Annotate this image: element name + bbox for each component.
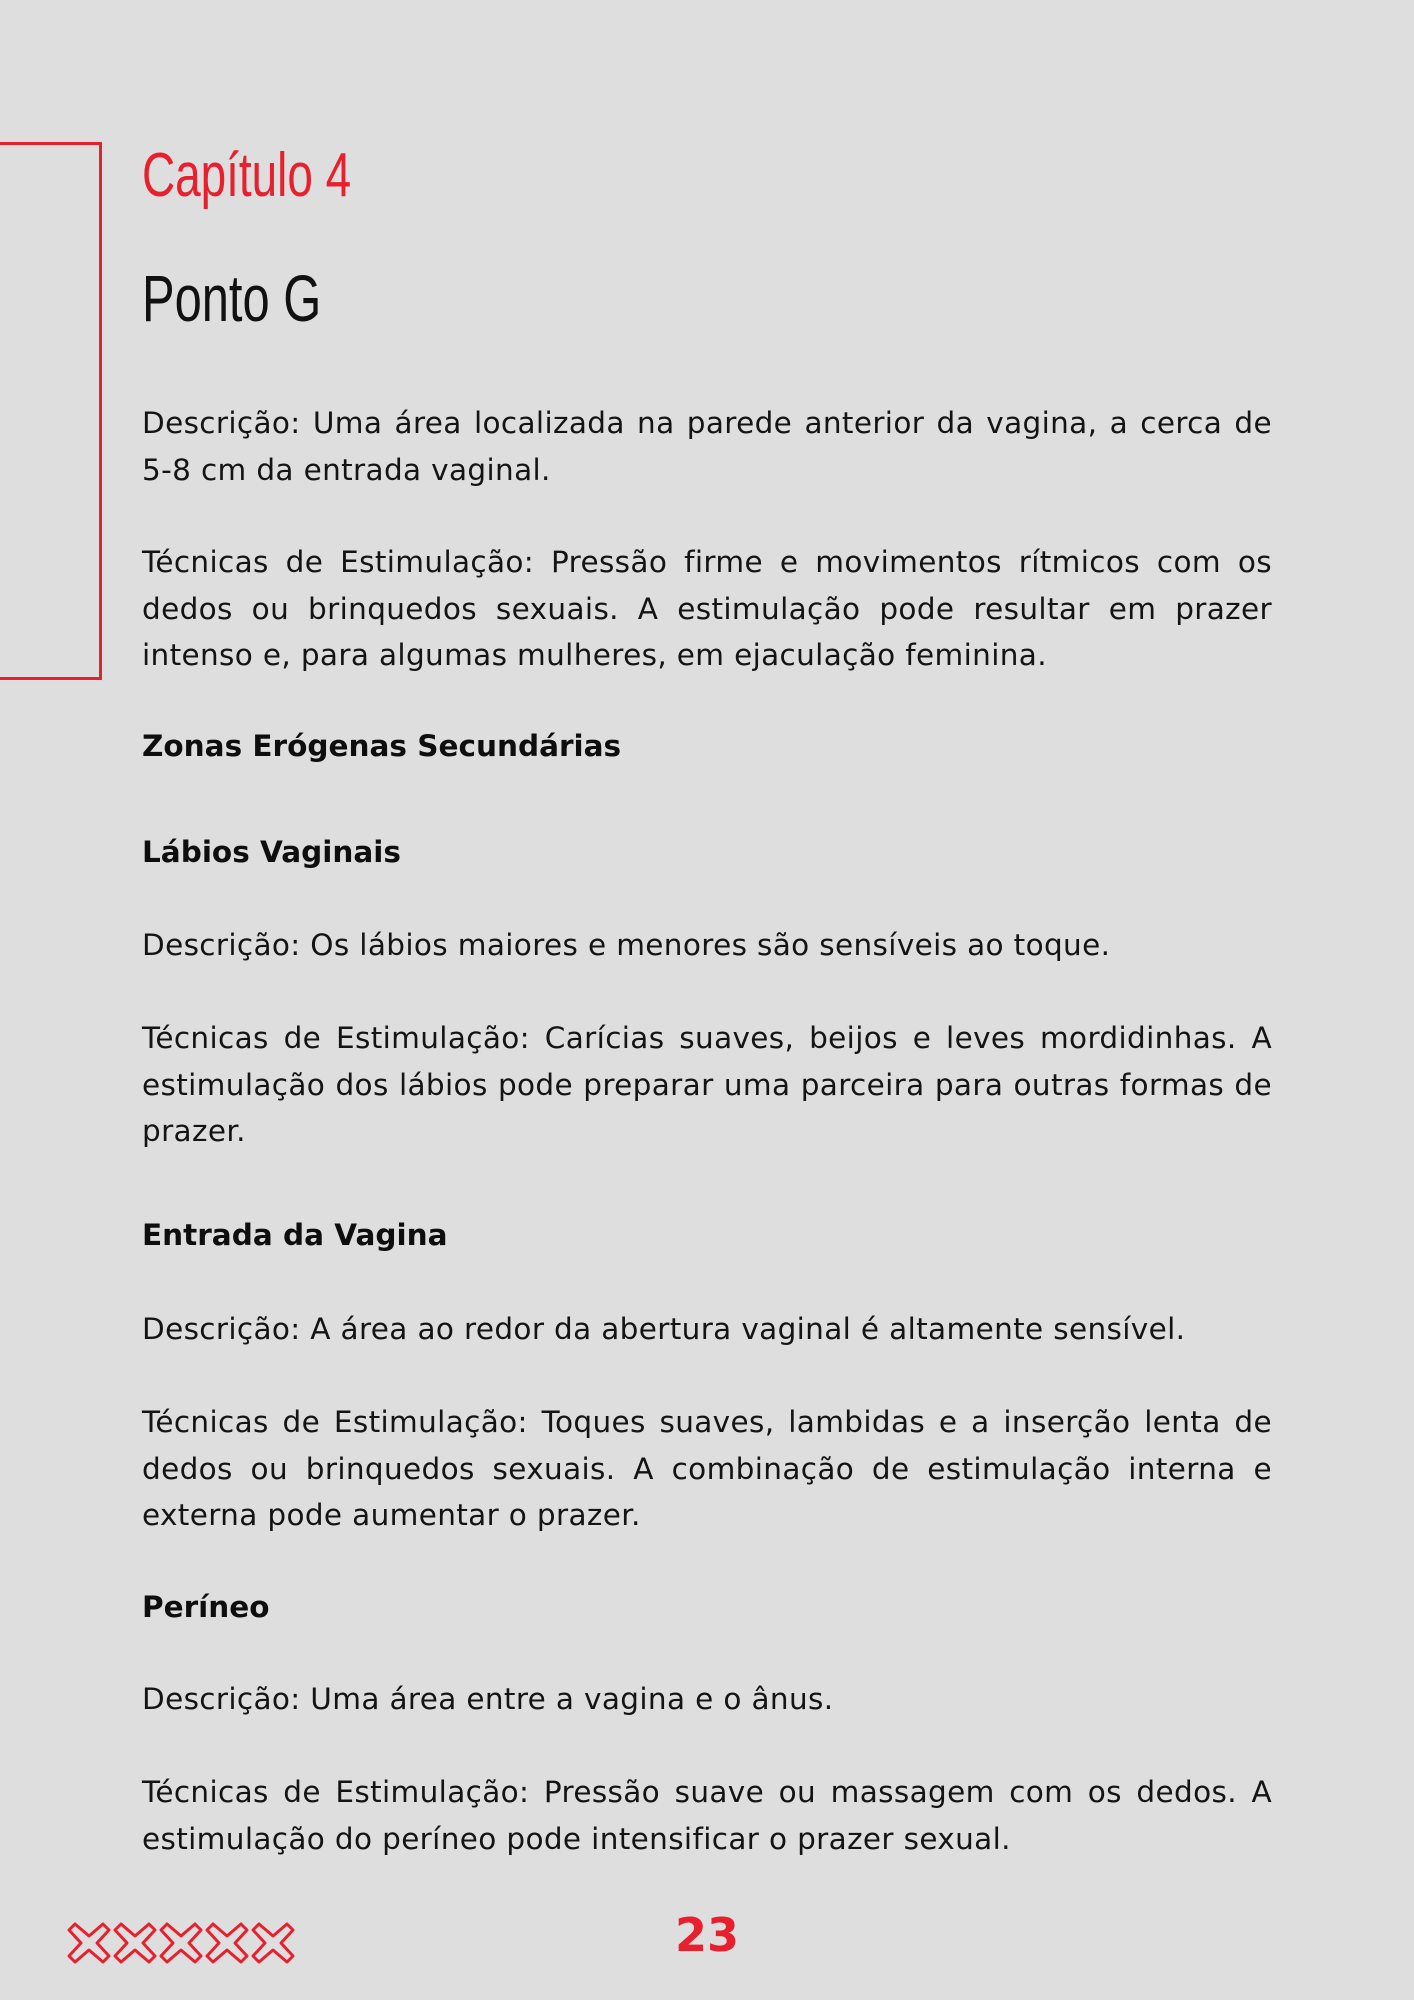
section-techniques-perineo: Técnicas de Estimulação: Pressão suave ou massagem com os dedos. A estimulação do períneo pode intensificar o prazer sexual. — [142, 1775, 1272, 1856]
section-heading-entrada: Entrada da Vagina — [142, 1218, 448, 1252]
page-title: Ponto G — [142, 261, 322, 335]
intro-techniques: Técnicas de Estimulação: Pressão firme e movimentos rítmicos com os dedos ou brinquedos sexuais. A estimulação pode resultar em prazer intenso e, para algumas mulheres, em ejaculação feminina. — [142, 545, 1272, 672]
section-heading-perineo: Períneo — [142, 1590, 270, 1624]
section-description-labios: Descrição: Os lábios maiores e menores são sensíveis ao toque. — [142, 928, 1111, 962]
section-heading-labios: Lábios Vaginais — [142, 835, 401, 869]
section-techniques-entrada: Técnicas de Estimulação: Toques suaves, lambidas e a inserção lenta de dedos ou brinquedos sexuais. A combinação de estimulação interna e externa pode aumentar o prazer. — [142, 1405, 1272, 1532]
page-number: 23 — [674, 1908, 739, 1962]
section-description-perineo: Descrição: Uma área entre a vagina e o ânus. — [142, 1682, 834, 1716]
section-description-entrada: Descrição: A área ao redor da abertura vaginal é altamente sensível. — [142, 1312, 1186, 1346]
secondary-zones-heading: Zonas Erógenas Secundárias — [142, 729, 622, 763]
section-techniques-labios: Técnicas de Estimulação: Carícias suaves, beijos e leves mordidinhas. A estimulação dos lábios pode preparar uma parceira para outras formas de prazer. — [142, 1021, 1272, 1148]
chapter-bracket-frame — [0, 142, 102, 680]
chapter-label: Capítulo 4 — [142, 141, 352, 210]
intro-description: Descrição: Uma área localizada na parede anterior da vagina, a cerca de 5-8 cm da entrada vaginal. — [142, 406, 1272, 487]
